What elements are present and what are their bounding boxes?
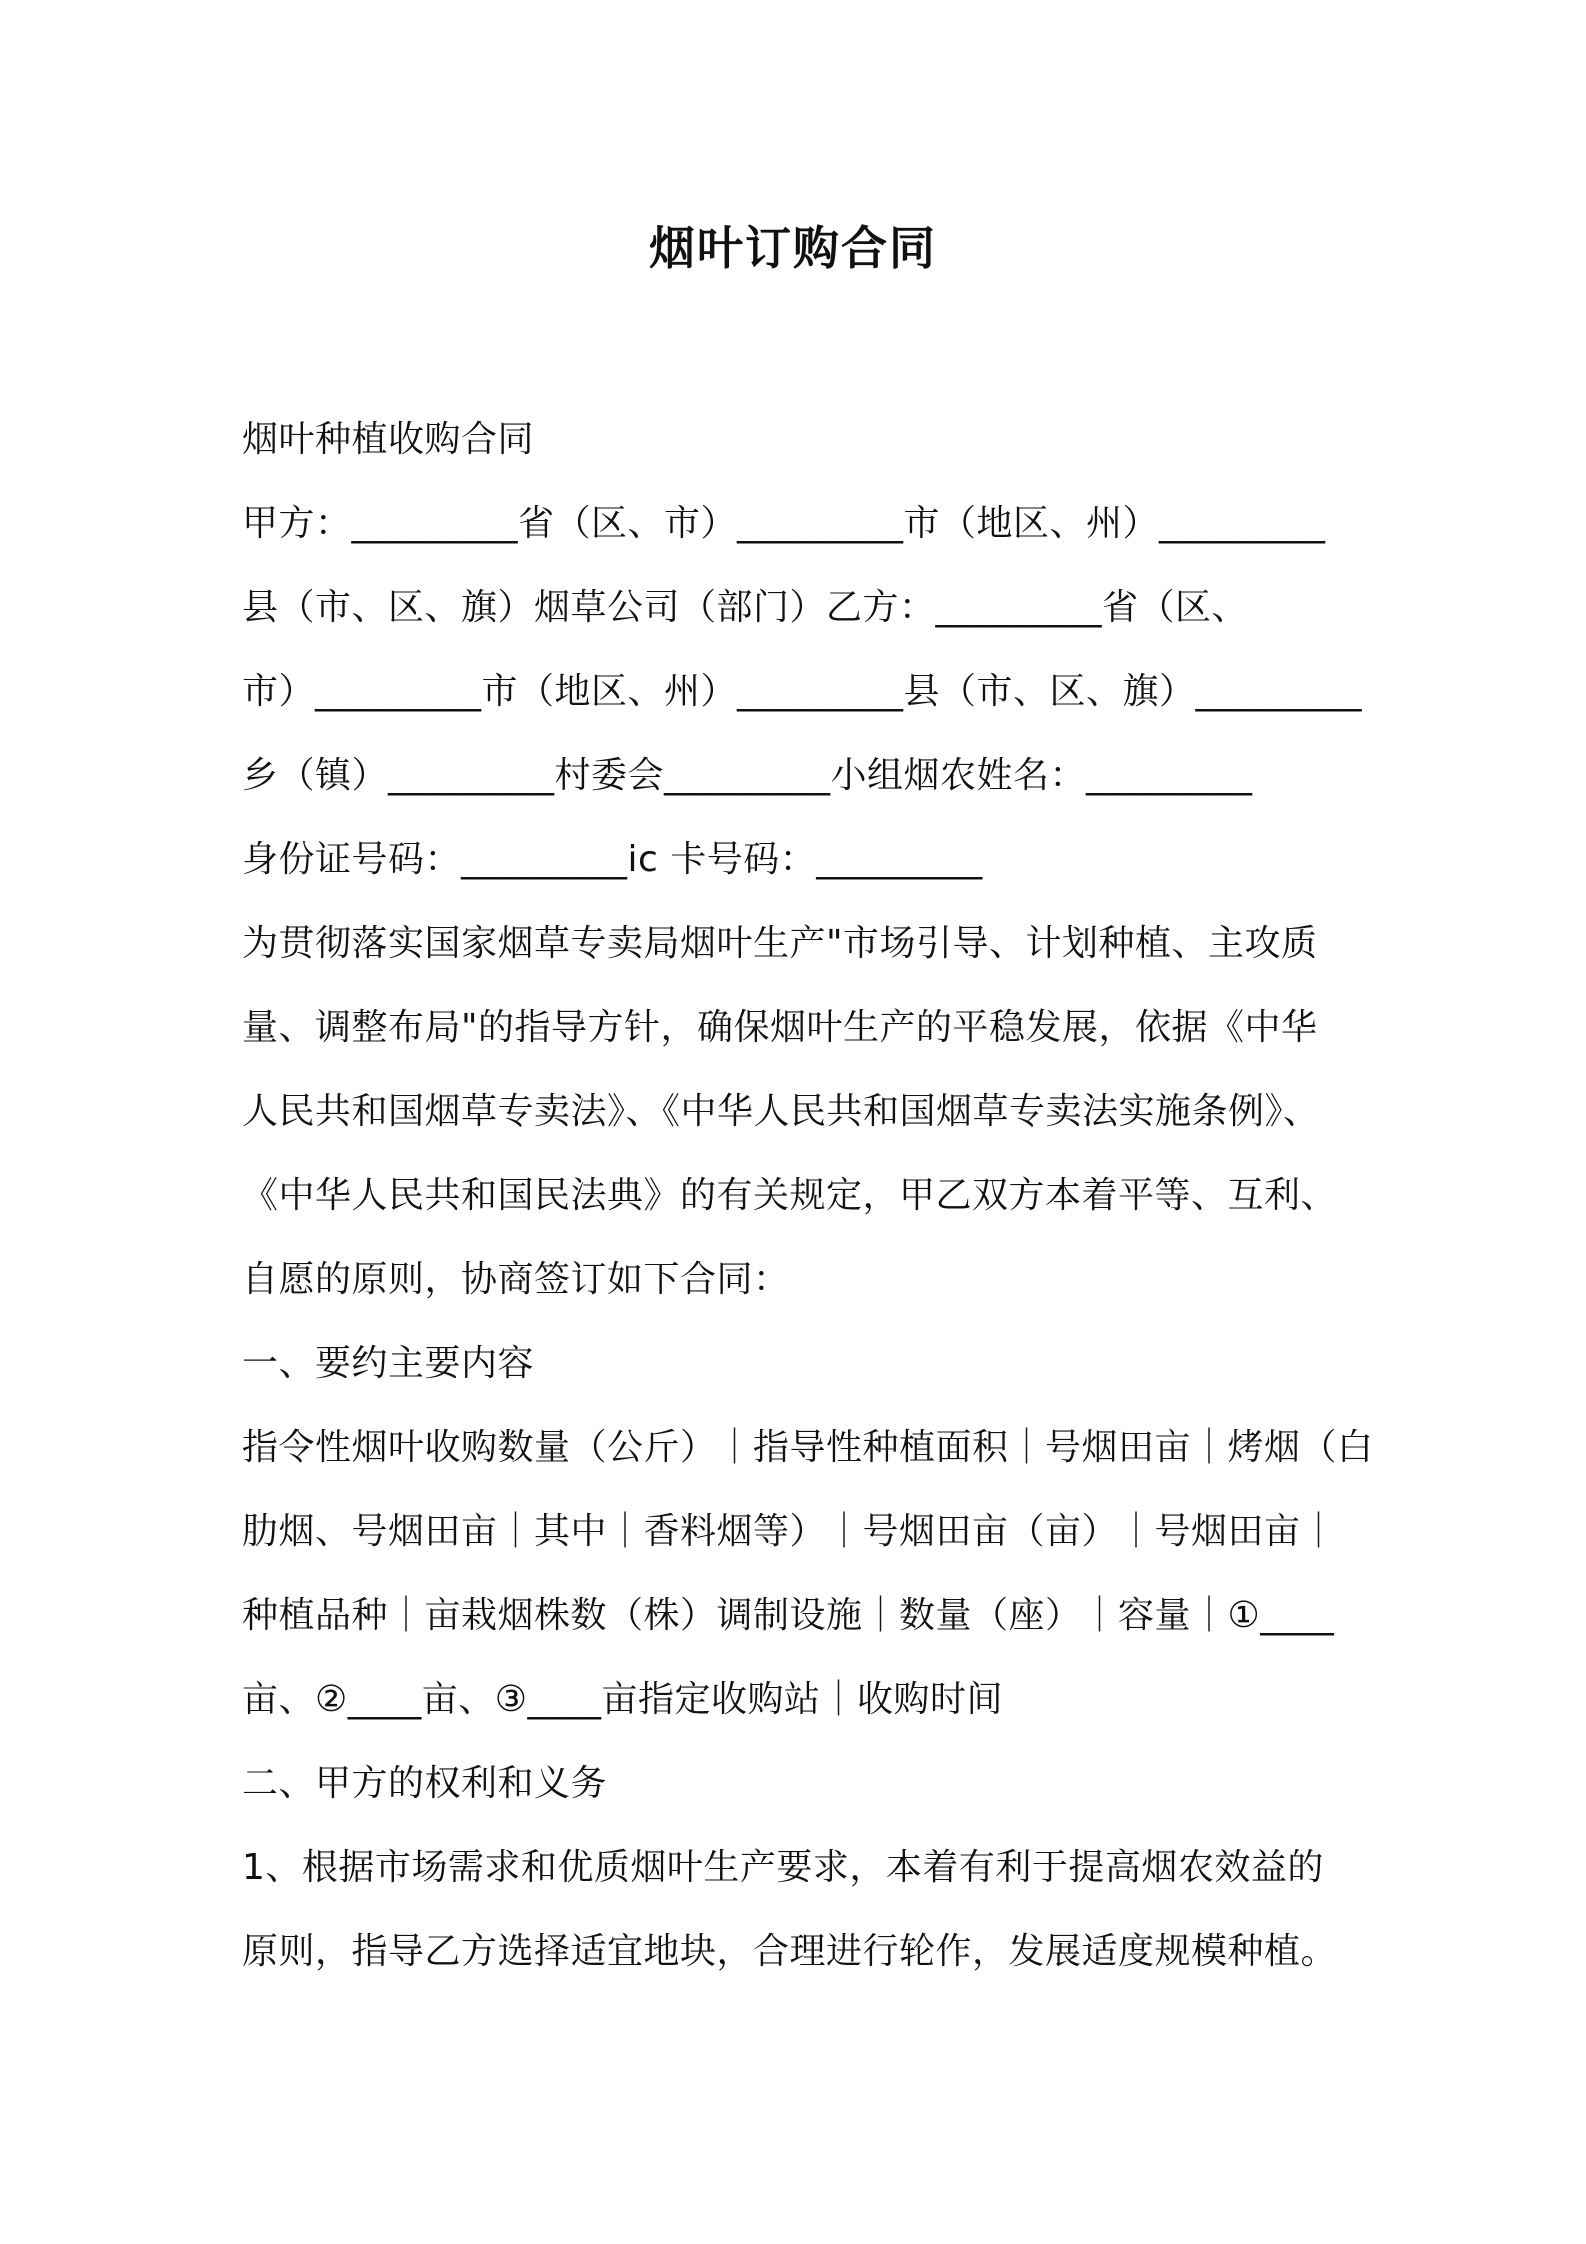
text-line: 肋烟、号烟田亩｜其中｜香料烟等）｜号烟田亩（亩）｜号烟田亩｜ xyxy=(242,1511,1338,1552)
text-line: 指令性烟叶收购数量（公斤）｜指导性种植面积｜号烟田亩｜烤烟（白 xyxy=(242,1427,1374,1468)
text-line: 《中华人民共和国民法典》的有关规定，甲乙双方本着平等、互利、 xyxy=(242,1175,1338,1216)
section-heading: 一、要约主要内容 xyxy=(242,1343,535,1384)
text-line: 乡（镇）_________村委会_________小组烟农姓名：_________ xyxy=(242,755,1253,796)
text-line: 烟叶种植收购合同 xyxy=(242,419,535,460)
document-body xyxy=(242,398,1374,1994)
text-line: 为贯彻落实国家烟草专卖局烟叶生产"市场引导、计划种植、主攻质 xyxy=(242,923,1318,964)
text-line: 1、根据市场需求和优质烟叶生产要求，本着有利于提高烟农效益的 xyxy=(242,1847,1324,1888)
document-title: 烟叶订购合同 xyxy=(649,221,937,275)
text-line: 量、调整布局"的指导方针，确保烟叶生产的平稳发展，依据《中华 xyxy=(242,1007,1318,1048)
text-line: 县（市、区、旗）烟草公司（部门）乙方：_________省（区、 xyxy=(242,587,1249,628)
text-line: 人民共和国烟草专卖法》、《中华人民共和国烟草专卖法实施条例》、 xyxy=(242,1091,1320,1132)
text-line: 原则，指导乙方选择适宜地块，合理进行轮作，发展适度规模种植。 xyxy=(242,1931,1338,1972)
text-line: 种植品种｜亩栽烟株数（株）调制设施｜数量（座）｜容量｜①____ xyxy=(242,1595,1335,1636)
section-heading: 二、甲方的权利和义务 xyxy=(242,1763,608,1804)
text-line: 身份证号码：_________ic 卡号码：_________ xyxy=(242,839,983,880)
text-line: 甲方：_________省（区、市）_________市（地区、州）_________ xyxy=(242,503,1326,544)
text-line: 亩、②____亩、③____亩指定收购站｜收购时间 xyxy=(242,1679,1004,1720)
text-line: 自愿的原则，协商签订如下合同： xyxy=(242,1259,790,1300)
text-line: 市）_________市（地区、州）_________县（市、区、旗）_________ xyxy=(242,671,1363,712)
